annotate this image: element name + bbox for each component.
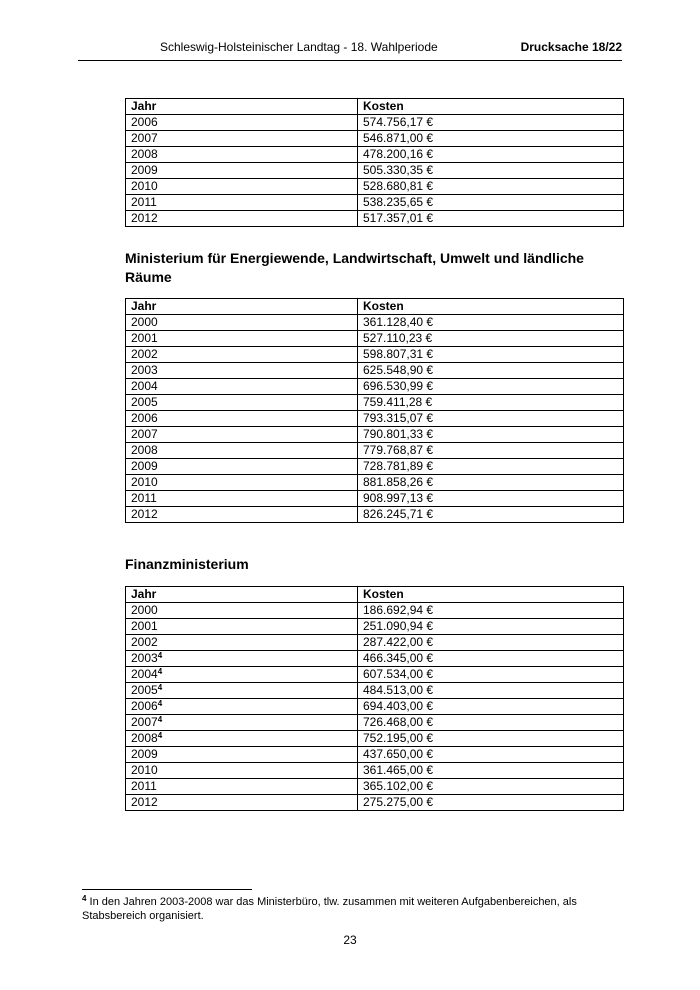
year-cell <box>126 395 358 411</box>
cost-table-1 <box>125 98 624 227</box>
year-value: 2011 <box>131 491 157 505</box>
table-row <box>126 731 624 747</box>
year-value: 2003 <box>131 651 158 665</box>
year-cell <box>126 443 358 459</box>
year-cell <box>126 115 358 131</box>
cost-cell: 275.275,00 € <box>358 795 624 811</box>
cost-table-3 <box>125 586 624 811</box>
cost-cell: 528.680,81 € <box>358 179 624 195</box>
table-row <box>126 475 624 491</box>
year-cell <box>126 427 358 443</box>
table-row <box>126 507 624 523</box>
table-row <box>126 195 624 211</box>
year-cell <box>126 195 358 211</box>
cost-cell: 759.411,28 € <box>358 395 624 411</box>
cost-cell: 437.650,00 € <box>358 747 624 763</box>
cost-cell: 251.090,94 € <box>358 619 624 635</box>
year-cell <box>126 635 358 651</box>
footnote-reference: 4 <box>157 715 163 724</box>
year-value: 2011 <box>131 779 157 793</box>
cost-cell: 598.807,31 € <box>358 347 624 363</box>
year-value: 2006 <box>131 699 158 713</box>
year-cell <box>126 147 358 163</box>
table-row <box>126 459 624 475</box>
year-value: 2012 <box>131 507 158 521</box>
cost-cell: 186.692,94 € <box>358 603 624 619</box>
cost-cell: 726.468,00 € <box>358 715 624 731</box>
cost-cell: 538.235,65 € <box>358 195 624 211</box>
cost-cell: 625.548,90 € <box>358 363 624 379</box>
cost-cell: 546.871,00 € <box>358 131 624 147</box>
footnote-reference: 4 <box>157 667 163 676</box>
section-heading-finance-ministry: Finanzministerium <box>125 556 249 572</box>
year-value: 2009 <box>131 459 158 473</box>
year-cell <box>126 475 358 491</box>
cost-cell: 881.858,26 € <box>358 475 624 491</box>
year-cell <box>126 603 358 619</box>
year-value: 2002 <box>131 347 158 361</box>
table-row <box>126 331 624 347</box>
document-number: Drucksache 18/22 <box>520 40 622 54</box>
year-cell <box>126 699 358 715</box>
cost-cell: 484.513,00 € <box>358 683 624 699</box>
year-cell <box>126 619 358 635</box>
table-row <box>126 411 624 427</box>
column-header-cost: Kosten <box>358 99 624 115</box>
header-title: Schleswig-Holsteinischer Landtag - 18. Wahlperiode <box>160 40 438 54</box>
table-row <box>126 347 624 363</box>
year-value: 2012 <box>131 211 158 225</box>
year-value: 2004 <box>131 379 158 393</box>
year-value: 2010 <box>131 475 158 489</box>
year-value: 2000 <box>131 603 158 617</box>
table-row <box>126 651 624 667</box>
table-header-row <box>126 99 624 115</box>
cost-cell: 365.102,00 € <box>358 779 624 795</box>
year-value: 2008 <box>131 731 158 745</box>
cost-table-2 <box>125 298 624 523</box>
year-cell <box>126 315 358 331</box>
column-header-year: Jahr <box>126 99 358 115</box>
year-cell <box>126 683 358 699</box>
table-body <box>126 115 624 227</box>
year-value: 2006 <box>131 411 158 425</box>
year-cell <box>126 163 358 179</box>
footnote-marker: 4 <box>82 894 87 903</box>
year-cell <box>126 731 358 747</box>
year-cell <box>126 411 358 427</box>
year-cell <box>126 131 358 147</box>
section-heading-energy-ministry: Ministerium für Energiewende, Landwirtschaft, Umwelt und ländliche Räume <box>125 250 584 285</box>
year-value: 2009 <box>131 747 158 761</box>
footnote-reference: 4 <box>157 699 163 708</box>
cost-cell: 908.997,13 € <box>358 491 624 507</box>
cost-cell: 527.110,23 € <box>358 331 624 347</box>
table-row <box>126 635 624 651</box>
cost-cell: 779.768,87 € <box>358 443 624 459</box>
year-value: 2005 <box>131 395 158 409</box>
table-row <box>126 491 624 507</box>
year-cell <box>126 763 358 779</box>
year-value: 2007 <box>131 131 158 145</box>
table-row <box>126 163 624 179</box>
table-row <box>126 683 624 699</box>
year-value: 2011 <box>131 195 157 209</box>
year-value: 2003 <box>131 363 158 377</box>
year-value: 2002 <box>131 635 158 649</box>
table-row <box>126 443 624 459</box>
year-value: 2006 <box>131 115 158 129</box>
table-row <box>126 779 624 795</box>
table-row <box>126 395 624 411</box>
cost-cell: 826.245,71 € <box>358 507 624 523</box>
column-header-cost: Kosten <box>358 299 624 315</box>
year-cell <box>126 331 358 347</box>
year-cell <box>126 491 358 507</box>
year-value: 2008 <box>131 147 158 161</box>
table-row <box>126 619 624 635</box>
year-cell <box>126 347 358 363</box>
year-cell <box>126 211 358 227</box>
year-value: 2004 <box>131 667 158 681</box>
table-header-row <box>126 299 624 315</box>
year-value: 2010 <box>131 763 158 777</box>
cost-cell: 752.195,00 € <box>358 731 624 747</box>
table-row <box>126 211 624 227</box>
year-value: 2008 <box>131 443 158 457</box>
table-row <box>126 603 624 619</box>
year-value: 2005 <box>131 683 158 697</box>
table-row <box>126 115 624 131</box>
year-value: 2012 <box>131 795 158 809</box>
year-cell <box>126 747 358 763</box>
year-cell <box>126 507 358 523</box>
table-row <box>126 667 624 683</box>
cost-cell: 793.315,07 € <box>358 411 624 427</box>
year-value: 2007 <box>131 427 158 441</box>
cost-cell: 505.330,35 € <box>358 163 624 179</box>
year-value: 2010 <box>131 179 158 193</box>
cost-cell: 517.357,01 € <box>358 211 624 227</box>
table-row <box>126 763 624 779</box>
column-header-year: Jahr <box>126 587 358 603</box>
cost-cell: 728.781,89 € <box>358 459 624 475</box>
year-value: 2001 <box>131 619 158 633</box>
footnote-reference: 4 <box>157 683 163 692</box>
table-row <box>126 131 624 147</box>
year-cell <box>126 379 358 395</box>
year-value: 2007 <box>131 715 158 729</box>
year-cell <box>126 779 358 795</box>
cost-cell: 287.422,00 € <box>358 635 624 651</box>
table-body <box>126 315 624 523</box>
year-cell <box>126 715 358 731</box>
footnote-reference: 4 <box>157 731 163 740</box>
footnote-reference: 4 <box>157 651 163 660</box>
cost-cell: 694.403,00 € <box>358 699 624 715</box>
table-row <box>126 179 624 195</box>
year-cell <box>126 667 358 683</box>
footnote-text: In den Jahren 2003-2008 war das Ministerbüro, tlw. zusammen mit weiteren Aufgabenbereichen, als Stabsbereich organisiert. <box>82 896 577 922</box>
year-cell <box>126 795 358 811</box>
cost-cell: 574.756,17 € <box>358 115 624 131</box>
table-row <box>126 715 624 731</box>
cost-cell: 466.345,00 € <box>358 651 624 667</box>
table-row <box>126 379 624 395</box>
cost-cell: 696.530,99 € <box>358 379 624 395</box>
column-header-cost: Kosten <box>358 587 624 603</box>
table-header-row <box>126 587 624 603</box>
year-cell <box>126 459 358 475</box>
footnote-divider <box>82 889 252 890</box>
table-row <box>126 315 624 331</box>
cost-cell: 607.534,00 € <box>358 667 624 683</box>
cost-cell: 790.801,33 € <box>358 427 624 443</box>
cost-cell: 478.200,16 € <box>358 147 624 163</box>
table-row <box>126 147 624 163</box>
column-header-year: Jahr <box>126 299 358 315</box>
table-body <box>126 603 624 811</box>
year-cell <box>126 363 358 379</box>
year-value: 2000 <box>131 315 158 329</box>
table-row <box>126 795 624 811</box>
table-row <box>126 699 624 715</box>
footnote <box>82 895 627 923</box>
year-cell <box>126 179 358 195</box>
table-row <box>126 427 624 443</box>
year-value: 2009 <box>131 163 158 177</box>
cost-cell: 361.465,00 € <box>358 763 624 779</box>
year-cell <box>126 651 358 667</box>
table-row <box>126 747 624 763</box>
table-row <box>126 363 624 379</box>
year-value: 2001 <box>131 331 158 345</box>
page-header <box>78 40 622 61</box>
cost-cell: 361.128,40 € <box>358 315 624 331</box>
page-number: 23 <box>343 933 357 947</box>
